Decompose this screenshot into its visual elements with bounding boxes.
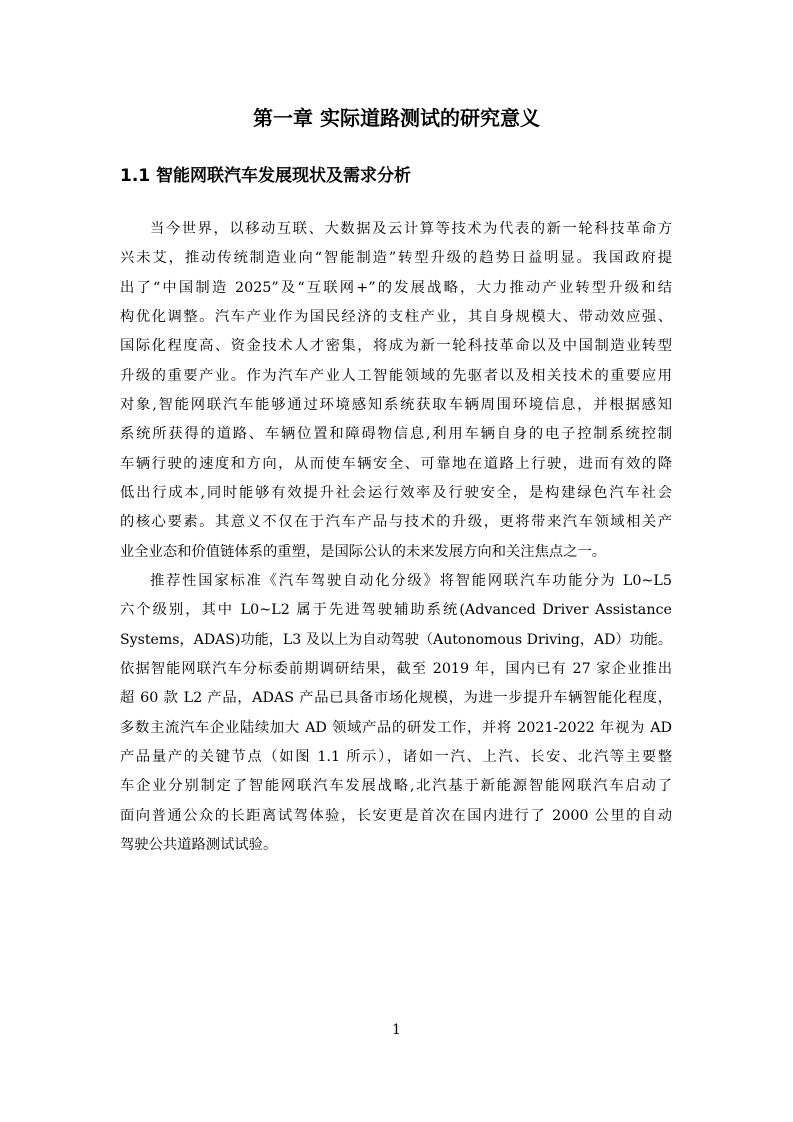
- text-line: 兴未艾，推动传统制造业向“智能制造”转型升级的趋势日益明显。我国政府提: [120, 250, 672, 267]
- text-line: 车企业分别制定了智能网联汽车发展战略,北汽基于新能源智能网联汽车启动了: [120, 778, 672, 795]
- text-line: 国际化程度高、资金技术人才密集，将成为新一轮科技革命以及中国制造业转型: [120, 338, 672, 355]
- text-line: 低出行成本,同时能够有效提升社会运行效率及行驶安全，是构建绿色汽车社会: [120, 484, 672, 501]
- text-line: 的核心要素。其意义不仅在于汽车产品与技术的升级，更将带来汽车领域相关产: [120, 514, 672, 531]
- paragraph-1: [120, 215, 672, 567]
- text-line: 六个级别，其中 L0~L2 属于先进驾驶辅助系统(Advanced Driver Assistance: [120, 602, 672, 619]
- chapter-title: 第一章 实际道路测试的研究意义: [253, 106, 540, 130]
- section-title: 1.1 智能网联汽车发展现状及需求分析: [120, 166, 412, 186]
- text-line: 依据智能网联汽车分标委前期调研结果，截至 2019 年，国内已有 27 家企业推出: [120, 660, 672, 677]
- text-line: 对象,智能网联汽车能够通过环境感知系统获取车辆周围环境信息，并根据感知: [120, 396, 672, 413]
- body-text: [120, 215, 672, 860]
- text-line: 推荐性国家标准《汽车驾驶自动化分级》将智能网联汽车功能分为 L0~L5: [150, 572, 672, 589]
- text-line: 超 60 款 L2 产品，ADAS 产品已具备市场化规模，为进一步提升车辆智能化程度，: [120, 690, 672, 707]
- paragraph-2: [120, 567, 672, 860]
- text-line: 车辆行驶的速度和方向，从而使车辆安全、可靠地在道路上行驶，进而有效的降: [120, 455, 672, 472]
- text-line: 出了“中国制造 2025”及“互联网+”的发展战略，大力推动产业转型升级和结: [120, 279, 672, 296]
- text-line: 业全业态和价值链体系的重塑，是国际公认的未来发展方向和关注焦点之一。: [120, 543, 607, 560]
- text-line: 构优化调整。汽车产业作为国民经济的支柱产业，其自身规模大、带动效应强、: [120, 308, 672, 325]
- page-number: 1: [392, 1022, 401, 1038]
- text-line: 多数主流汽车企业陆续加大 AD 领域产品的研发工作，并将 2021-2022 年视为 AD: [120, 719, 672, 736]
- text-line: 当今世界，以移动互联、大数据及云计算等技术为代表的新一轮科技革命方: [150, 221, 672, 237]
- text-line: 系统所获得的道路、车辆位置和障碍物信息,利用车辆自身的电子控制系统控制: [120, 426, 672, 443]
- text-line: Systems，ADAS)功能，L3 及以上为自动驾驶（Autonomous Driving，AD）功能。: [120, 631, 672, 648]
- text-line: 产品量产的关键节点（如图 1.1 所示），诸如一汽、上汽、长安、北汽等主要整: [120, 748, 672, 765]
- text-line: 面向普通公众的长距离试驾体验，长安更是首次在国内进行了 2000 公里的自动: [120, 807, 672, 824]
- text-line: 驾驶公共道路测试试验。: [120, 836, 278, 853]
- text-line: 升级的重要产业。作为汽车产业人工智能领域的先驱者以及相关技术的重要应用: [120, 367, 672, 384]
